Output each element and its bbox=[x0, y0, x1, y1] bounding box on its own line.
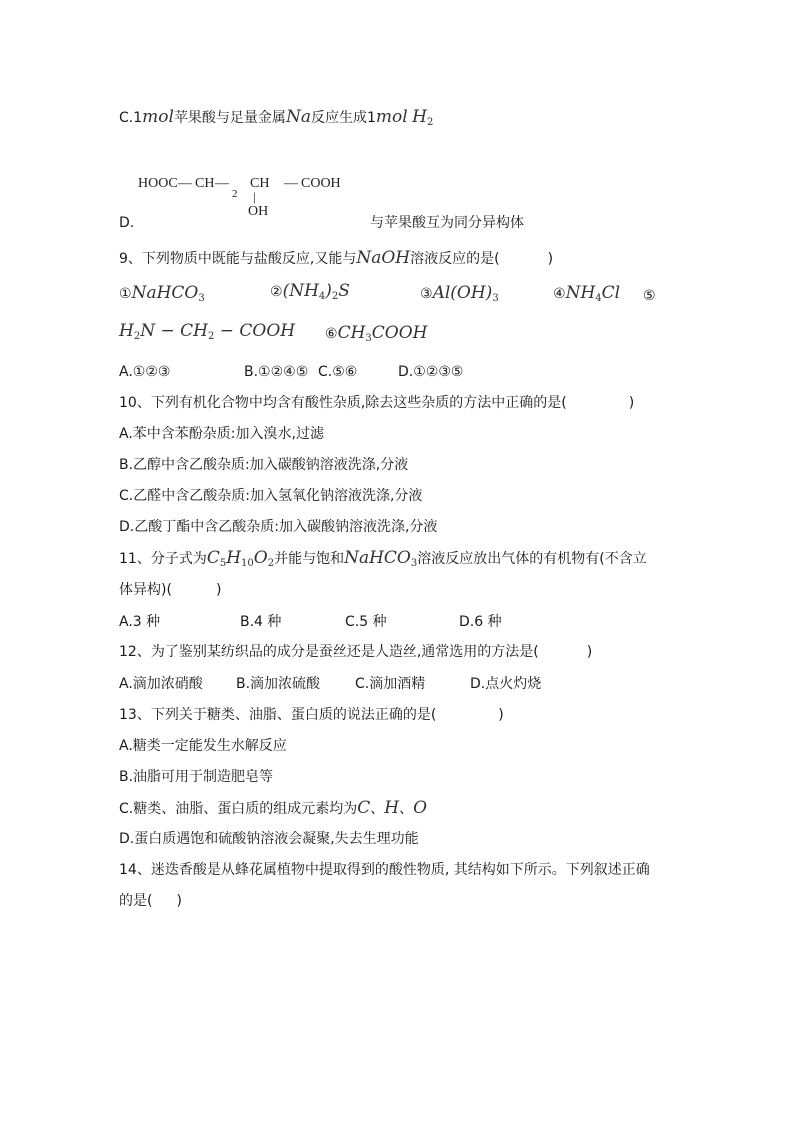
q10-stem: 10、下列有机化合物中均含有酸性杂质,除去这些杂质的方法中正确的是( ) bbox=[119, 395, 635, 411]
q9-option-c: C.⑤⑥ bbox=[318, 364, 358, 380]
q12-stem: 12、为了鉴别某纺织品的成分是蚕丝还是人造丝,通常选用的方法是( ) bbox=[119, 644, 593, 660]
q12-option-a: A.滴加浓硝酸 bbox=[119, 676, 203, 692]
q12-option-c: C.滴加酒精 bbox=[355, 676, 426, 692]
mol-unit: mol bbox=[375, 107, 408, 127]
q12-option-b: B.滴加浓硫酸 bbox=[236, 676, 321, 692]
q13-option-c: C.糖类、油脂、蛋白质的组成元素均为C、H、O bbox=[119, 798, 428, 818]
q11-option-a: A.3 种 bbox=[119, 614, 161, 630]
q11-option-d: D.6 种 bbox=[459, 614, 502, 630]
q8-option-d: D. bbox=[119, 215, 135, 231]
q9-item-4: $④NH_4Cl$ bbox=[553, 283, 621, 304]
q13-option-a: A.糖类一定能发生水解反应 bbox=[119, 738, 287, 754]
bond-line: | bbox=[253, 189, 256, 204]
structural-formula: HOOC — CH — 2 CH — COOH | OH bbox=[138, 176, 341, 219]
q14-stem-line2: 的是( ) bbox=[119, 893, 182, 909]
q11-stem: 11、分子式为$C_5H_{10}O_2$并能与饱和NaHCO$_3$溶液反应放出气体的有机物有(不含立 bbox=[119, 548, 647, 569]
q8-option-d-text: 与苹果酸互为同分异构体 bbox=[370, 215, 524, 231]
q10-option-a: A.苯中含苯酚杂质:加入溴水,过滤 bbox=[119, 426, 324, 442]
q9-item-2: $②(NH_4)_2S$ bbox=[270, 281, 350, 302]
q9-item-5: $H_2N - CH_2$ − COOH bbox=[119, 321, 296, 342]
q14-stem: 14、迷迭香酸是从蜂花属植物中提取得到的酸性物质, 其结构如下所示。下列叙述正确 bbox=[119, 862, 650, 878]
mol-unit: mol bbox=[142, 107, 174, 127]
hydrogen-formula: $H_2$ bbox=[412, 107, 434, 128]
q9-option-d: D.①②③⑤ bbox=[398, 364, 464, 380]
q10-option-c: C.乙醛中含乙酸杂质:加入氢氧化钠溶液洗涤,分液 bbox=[119, 488, 423, 504]
q13-option-b: B.油脂可用于制造肥皂等 bbox=[119, 769, 274, 785]
q9-option-b: B.①②④⑤ bbox=[244, 364, 309, 380]
q9-item-6: $⑥CH_3COOH$ bbox=[325, 323, 428, 344]
q11-stem-line2: 体异构)( ) bbox=[119, 582, 222, 598]
q9-item-3: $③Al(OH)_3$ bbox=[420, 283, 499, 304]
q9-item-5-num: ⑤ bbox=[643, 288, 656, 304]
q9-stem: 9、下列物质中既能与盐酸反应,又能与NaOH溶液反应的是( ) bbox=[119, 248, 554, 268]
q12-option-d: D.点火灼烧 bbox=[470, 676, 542, 692]
q13-stem: 13、下列关于糖类、油脂、蛋白质的说法正确的是( ) bbox=[119, 707, 504, 723]
q9-option-a: A.①②③ bbox=[119, 364, 171, 380]
naoh-formula: NaOH bbox=[356, 248, 411, 268]
q13-option-d: D.蛋白质遇饱和硫酸钠溶液会凝聚,失去生理功能 bbox=[119, 831, 419, 847]
q11-option-c: C.5 种 bbox=[345, 614, 387, 630]
q11-option-b: B.4 种 bbox=[240, 614, 282, 630]
q10-option-d: D.乙酸丁酯中含乙酸杂质:加入碳酸钠溶液洗涤,分液 bbox=[119, 519, 438, 535]
q8-option-c: C.1mol苹果酸与足量金属Na反应生成1mol $H_2$ bbox=[119, 107, 434, 128]
q9-item-1: ①NaHCO$_3$ bbox=[119, 283, 205, 304]
sodium-symbol: Na bbox=[285, 107, 311, 127]
q10-option-b: B.乙醇中含乙酸杂质:加入碳酸钠溶液洗涤,分液 bbox=[119, 457, 409, 473]
